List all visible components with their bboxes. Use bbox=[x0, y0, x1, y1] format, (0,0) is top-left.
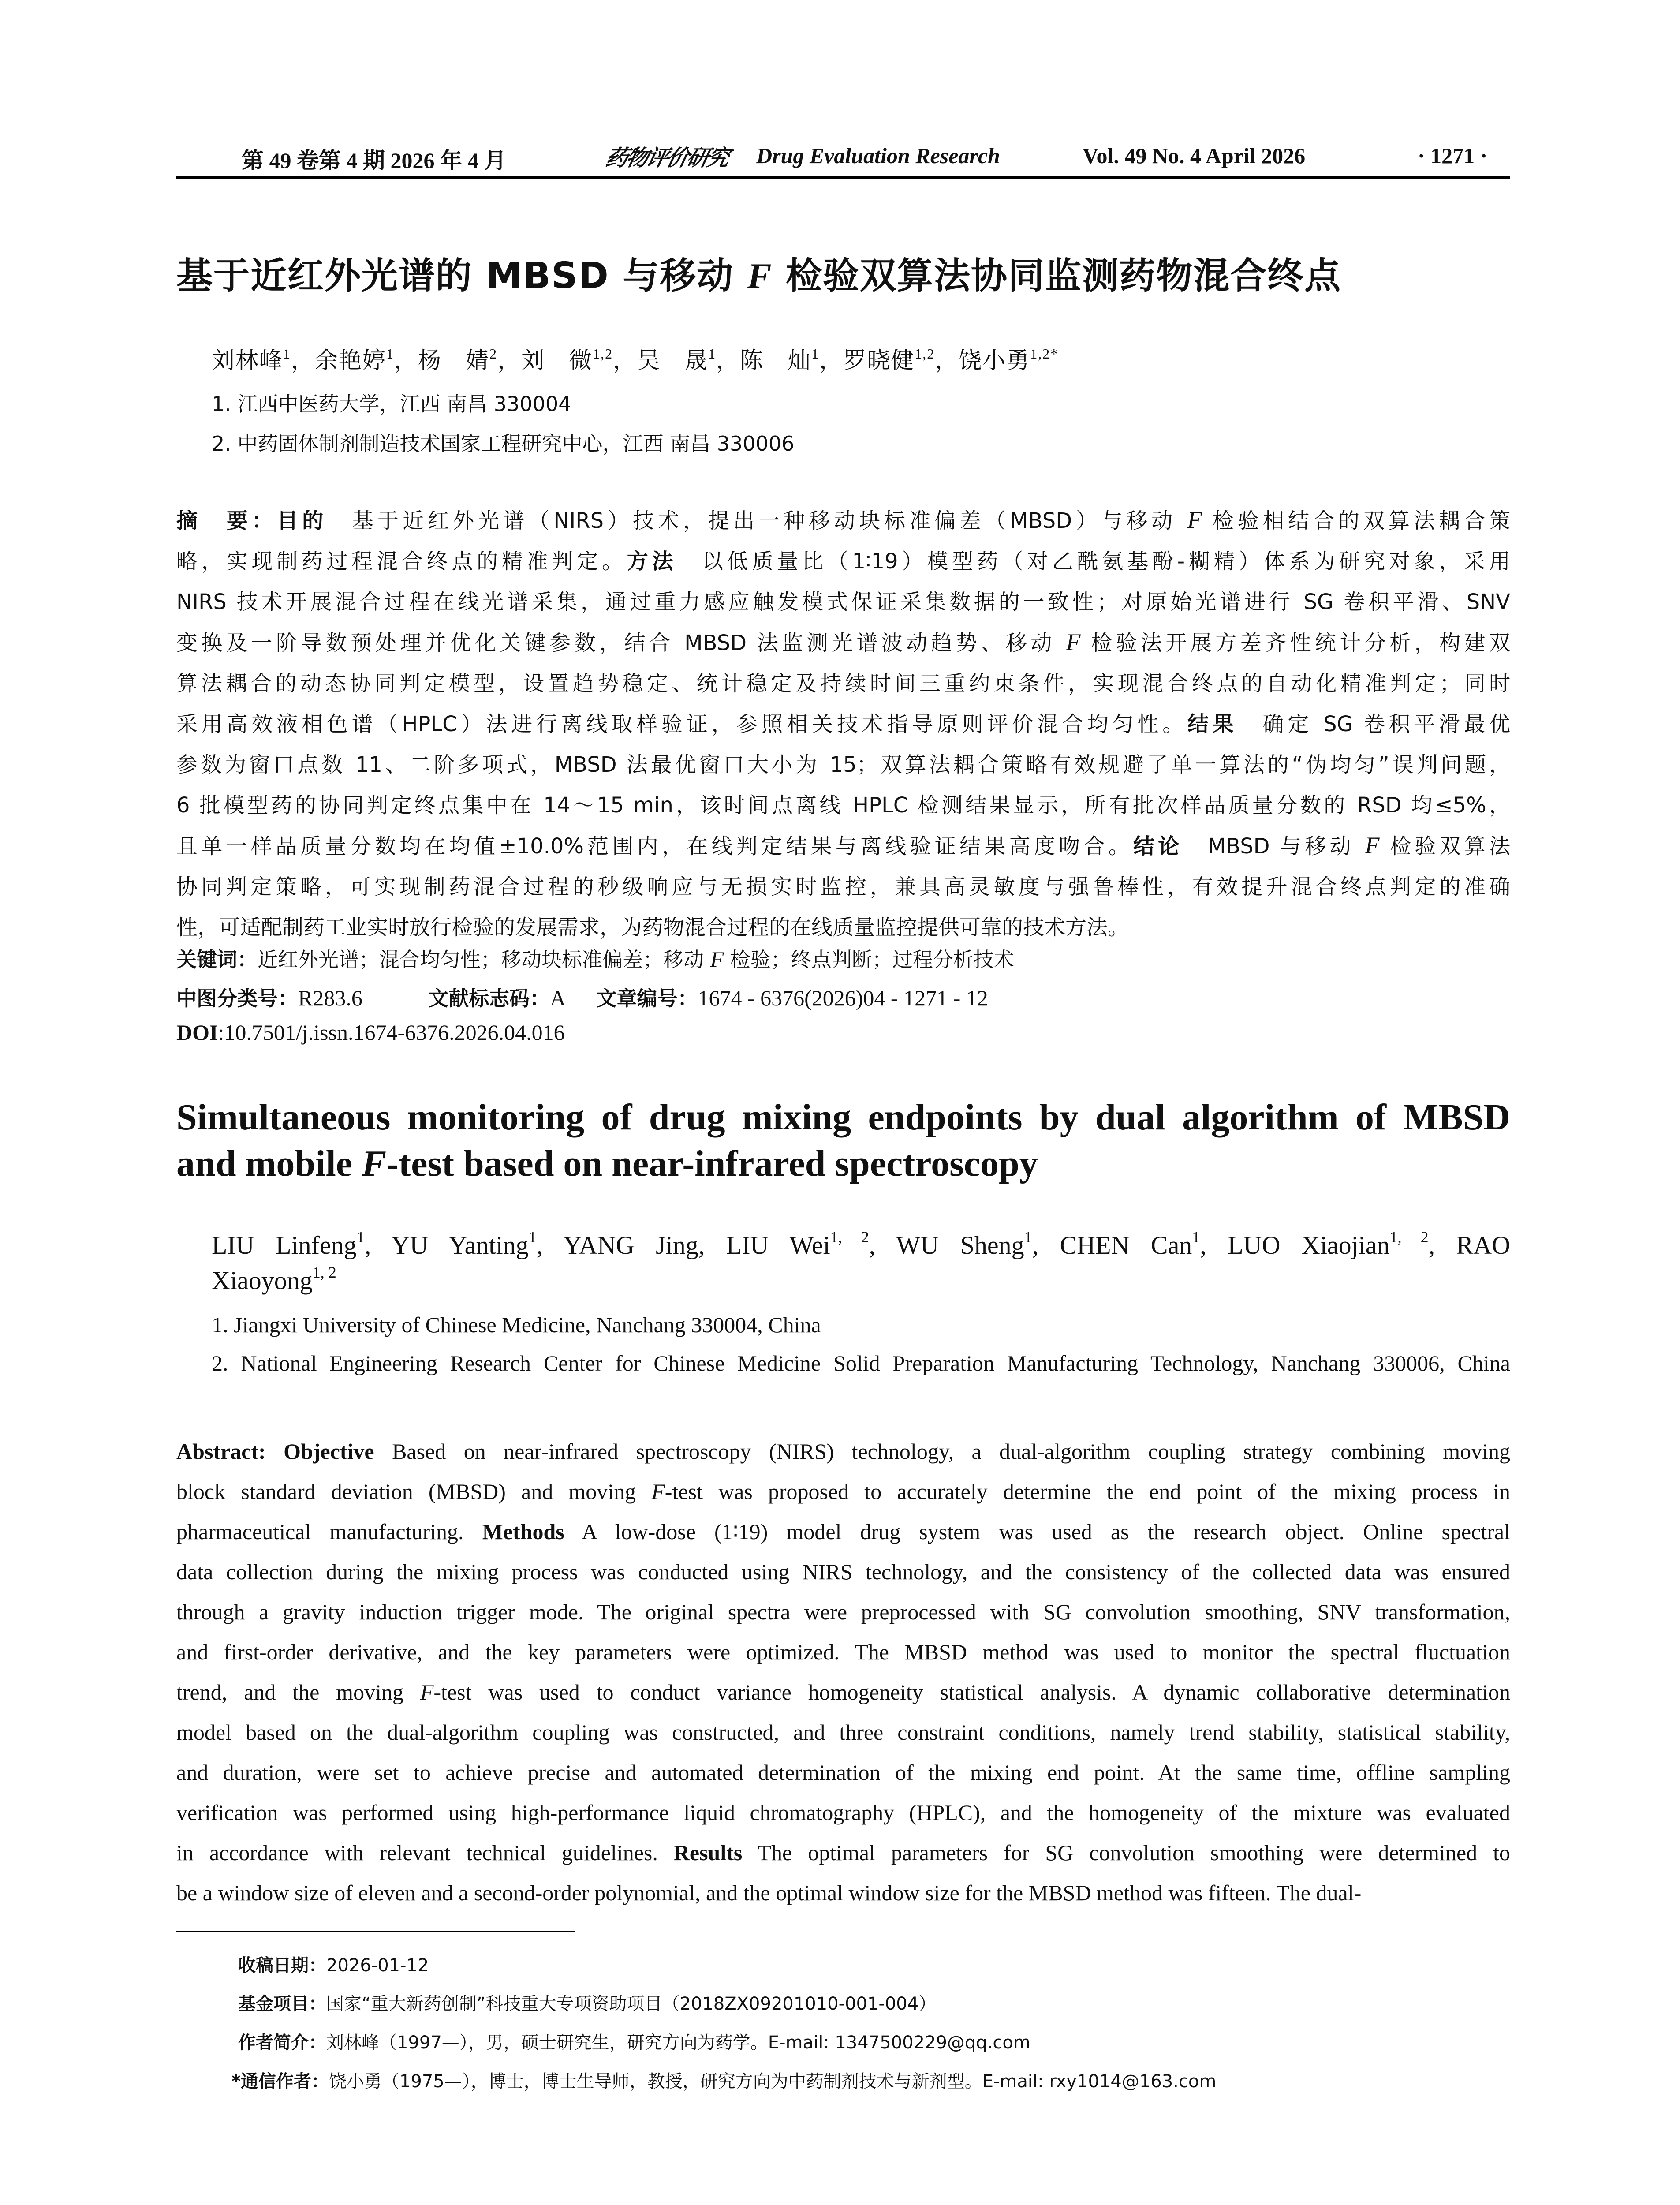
abstract-line bbox=[176, 1800, 1510, 1825]
separator: , bbox=[364, 1231, 392, 1259]
abstract-section-label: 结论 bbox=[1133, 833, 1183, 859]
doi-value[interactable]: :10.7501/j.issn.1674-6376.2026.04.016 bbox=[218, 1020, 565, 1045]
author-name-cn: 罗晓健 bbox=[843, 348, 915, 374]
title-cn-part1: 基于近红外光谱的 MBSD 与移动 bbox=[176, 255, 747, 297]
footnote bbox=[238, 1990, 936, 2015]
clc-label: 中图分类号： bbox=[176, 987, 298, 1010]
title-en-line: Simultaneous monitoring of drug mixing endpoints by dual algorithm of MBSD bbox=[176, 1097, 1510, 1138]
footnote bbox=[238, 1951, 429, 1977]
title-en-part: and mobile bbox=[176, 1143, 362, 1184]
author-affiliation-mark: 1,2 bbox=[593, 346, 613, 362]
article-no-label: 文章编号： bbox=[596, 987, 698, 1010]
author-name-en: Xiaoyong bbox=[212, 1266, 313, 1295]
title-en-italic: F bbox=[362, 1143, 387, 1184]
separator: ， bbox=[716, 348, 740, 374]
keywords-text: 检验；终点判断；过程分析技术 bbox=[724, 948, 1014, 972]
abstract-section-label: 方法 bbox=[627, 549, 677, 574]
abstract-text: 检验双算法 bbox=[1379, 833, 1510, 859]
abstract-line bbox=[176, 829, 1510, 860]
footnote-label: *通信作者： bbox=[231, 2071, 329, 2092]
italic-symbol: F bbox=[651, 1479, 665, 1504]
author-name-cn: 杨 婧 bbox=[418, 348, 490, 374]
abstract-text: 确定 SG 卷积平滑最优 bbox=[1237, 712, 1510, 736]
authors-en bbox=[212, 1230, 1510, 1260]
abstract-line bbox=[176, 1840, 1510, 1865]
abstract-text: MBSD 与移动 bbox=[1183, 833, 1365, 859]
separator: , bbox=[869, 1231, 896, 1259]
author-name-en: RAO bbox=[1456, 1231, 1511, 1259]
footnote-text: 2026-01-12 bbox=[326, 1955, 429, 1976]
abstract-text: 变换及一阶导数预处理并优化关键参数，结合 MBSD 法监测光谱波动趋势、移动 bbox=[176, 630, 1066, 655]
author-name-en: WU Sheng bbox=[896, 1231, 1024, 1259]
separator: ， bbox=[935, 348, 959, 374]
affiliation-cn: 1. 江西中医药大学，江西 南昌 330004 bbox=[212, 392, 571, 416]
running-header bbox=[176, 140, 1510, 176]
title-en-line bbox=[176, 1142, 1038, 1185]
abstract-line bbox=[176, 666, 1510, 697]
abstract-line bbox=[176, 747, 1510, 778]
separator: ， bbox=[819, 348, 844, 374]
abstract-section-label: 摘 要：目的 bbox=[176, 508, 328, 533]
abstract-line bbox=[176, 870, 1510, 900]
abstract-line bbox=[176, 504, 1510, 534]
author-name-cn: 饶小勇 bbox=[959, 348, 1030, 374]
footnote-label: 收稿日期： bbox=[238, 1955, 326, 1976]
abstract-text: 6 批模型药的协同判定终点集中在 14～15 min，该时间点离线 HPLC 检测结果显示，所有批次样品质量分数的 RSD 均≤5%， bbox=[176, 793, 1510, 818]
author-affiliation-mark: 1 bbox=[528, 1228, 537, 1246]
abstract-text: verification was performed using high-performance liquid chromatography (HPLC), and the homogeneity of the mixture was evaluated bbox=[176, 1800, 1510, 1825]
doc-code-label: 文献标志码： bbox=[428, 987, 550, 1010]
author-affiliation-mark: 1 bbox=[283, 346, 291, 362]
author-name-cn: 刘林峰 bbox=[212, 348, 284, 374]
abstract-text: in accordance with relevant technical guidelines. bbox=[176, 1840, 674, 1865]
author-affiliation-mark: 1 bbox=[1192, 1228, 1200, 1246]
author-name-en: LUO Xiaojian bbox=[1228, 1231, 1390, 1259]
journal-name-en: Drug Evaluation Research bbox=[756, 143, 1000, 168]
author-affiliation-mark: 1,2 bbox=[915, 346, 935, 362]
footnote-label: 基金项目： bbox=[238, 1994, 326, 2014]
abstract-text: 算法耦合的动态协同判定模型，设置趋势稳定、统计稳定及持续时间三重约束条件，实现混合终点的自动化精准判定；同时 bbox=[176, 671, 1510, 696]
footnote-text: 刘林峰（1997—），男，硕士研究生，研究方向为药学。E-mail: 1347500229@qq.com bbox=[326, 2033, 1030, 2053]
author-affiliation-mark: 1, 2 bbox=[1389, 1228, 1429, 1246]
abstract-line bbox=[176, 1639, 1510, 1665]
separator: , bbox=[1200, 1231, 1228, 1259]
separator: ， bbox=[497, 348, 522, 374]
abstract-text: trend, and the moving bbox=[176, 1680, 420, 1704]
abstract-text: NIRS 技术开展混合过程在线光谱采集，通过重力感应触发模式保证采集数据的一致性；对原始光谱进行 SG 卷积平滑、SNV bbox=[176, 590, 1510, 615]
italic-symbol: F bbox=[1187, 507, 1202, 533]
author-affiliation-mark: 1 bbox=[386, 346, 395, 362]
keywords-cn bbox=[176, 944, 1014, 973]
italic-symbol: F bbox=[420, 1680, 434, 1704]
abstract-text: 检验相结合的双算法耦合策 bbox=[1202, 508, 1510, 533]
author-name-en: CHEN Can bbox=[1060, 1231, 1192, 1259]
italic-symbol: F bbox=[1066, 628, 1081, 655]
abstract-line bbox=[176, 910, 1510, 941]
abstract-line bbox=[176, 1880, 1510, 1906]
page-number: · 1271 · bbox=[1418, 143, 1488, 168]
doi[interactable] bbox=[176, 1020, 565, 1045]
abstract-line bbox=[176, 1479, 1510, 1504]
abstract-line bbox=[176, 1679, 1510, 1705]
abstract-line bbox=[176, 1439, 1510, 1464]
title-cn-part2: 检验双算法协同监测药物混合终点 bbox=[772, 255, 1342, 297]
abstract-text: 以低质量比（1∶19）模型药（对乙酰氨基酚-糊精）体系为研究对象，采用 bbox=[677, 549, 1510, 574]
abstract-line bbox=[176, 585, 1510, 615]
abstract-text: 性，可适配制药工业实时放行检验的发展需求，为药物混合过程的在线质量监控提供可靠的技术方法。 bbox=[176, 915, 1129, 940]
keywords-text: 近红外光谱；混合均匀性；移动块标准偏差；移动 bbox=[258, 948, 710, 972]
footnote-rule bbox=[176, 1931, 575, 1932]
abstract-line bbox=[176, 1559, 1510, 1585]
affiliation-en: 1. Jiangxi University of Chinese Medicine, Nanchang 330004, China bbox=[212, 1312, 821, 1337]
title-en-part: -test based on near-infrared spectroscopy bbox=[386, 1143, 1038, 1184]
abstract-text: 协同判定策略，可实现制药混合过程的秒级响应与无损实时监控，兼具高灵敏度与强鲁棒性，有效提升混合终点判定的准确 bbox=[176, 874, 1510, 899]
author-name-en: YU Yanting bbox=[391, 1231, 529, 1259]
footnote-text: 饶小勇（1975—），博士，博士生导师，教授，研究方向为中药制剂技术与新剂型。E-mail: rxy1014@163.com bbox=[329, 2071, 1217, 2092]
abstract-line bbox=[176, 1719, 1510, 1745]
author-name-en: LIU Wei bbox=[726, 1231, 830, 1259]
authors-cn bbox=[212, 342, 1058, 375]
italic-symbol: F bbox=[1365, 832, 1380, 859]
author-affiliation-mark: 1 bbox=[1024, 1228, 1032, 1246]
doi-label: DOI bbox=[176, 1020, 218, 1045]
abstract-text: data collection during the mixing process was conducted using NIRS technology, and the consistency of the collected data was ensured bbox=[176, 1559, 1510, 1584]
abstract-text: 检验法开展方差齐性统计分析，构建双 bbox=[1080, 630, 1510, 655]
author-name-en: YANG Jing bbox=[563, 1231, 698, 1259]
abstract-text: 采用高效液相色谱（HPLC）法进行离线取样验证，参照相关技术指导原则评价混合均匀性。 bbox=[176, 712, 1188, 736]
abstract-text: 略，实现制药过程混合终点的精准判定。 bbox=[176, 549, 627, 574]
separator: ， bbox=[394, 348, 418, 374]
abstract-text: -test was proposed to accurately determine the end point of the mixing process in bbox=[665, 1479, 1510, 1504]
abstract-line bbox=[176, 626, 1510, 656]
abstract-text: be a window size of eleven and a second-order polynomial, and the optimal window size for the MBSD method was fifteen. The dual- bbox=[176, 1880, 1362, 1905]
author-name-cn: 刘 微 bbox=[521, 348, 593, 374]
separator: ， bbox=[291, 348, 315, 374]
abstract-section-label: Results bbox=[673, 1840, 743, 1865]
abstract-text: -test was used to conduct variance homogeneity statistical analysis. A dynamic collaborative determination bbox=[433, 1680, 1511, 1704]
journal-logo: 药物评价研究 bbox=[603, 145, 731, 171]
separator: ， bbox=[613, 348, 637, 374]
issue-info-en: Vol. 49 No. 4 April 2026 bbox=[1083, 143, 1306, 168]
title-cn-italic: F bbox=[747, 256, 773, 296]
author-name-en: LIU Linfeng bbox=[212, 1231, 357, 1259]
classification-line bbox=[176, 983, 988, 1012]
footnote-text: 国家“重大新药创制”科技重大专项资助项目（2018ZX09201010-001-004） bbox=[326, 1994, 937, 2014]
author-affiliation-mark: 1 bbox=[356, 1228, 365, 1246]
abstract-text: A low-dose (1∶19) model drug system was used as the research object. Online spectral bbox=[564, 1519, 1510, 1544]
abstract-text: 参数为窗口点数 11、二阶多项式，MBSD 法最优窗口大小为 15；双算法耦合策略有效规避了单一算法的“伪均匀”误判问题， bbox=[176, 752, 1510, 777]
abstract-line bbox=[176, 1599, 1510, 1625]
abstract-text: pharmaceutical manufacturing. bbox=[176, 1519, 482, 1544]
abstract-line bbox=[176, 707, 1510, 737]
doc-code-value: A bbox=[550, 986, 566, 1010]
abstract-text: block standard deviation (MBSD) and moving bbox=[176, 1479, 652, 1504]
abstract-section-label: 结果 bbox=[1187, 712, 1238, 736]
abstract-section-label: Abstract: Objective bbox=[176, 1439, 374, 1464]
keywords-italic: F bbox=[710, 947, 724, 972]
affiliation-cn: 2. 中药固体制剂制造技术国家工程研究中心，江西 南昌 330006 bbox=[212, 432, 795, 456]
abstract-text: 且单一样品质量分数均在均值±10.0%范围内，在线判定结果与离线验证结果高度吻合。 bbox=[176, 833, 1133, 859]
author-affiliation-mark: 2 bbox=[489, 346, 498, 362]
separator: , bbox=[1428, 1231, 1456, 1259]
abstract-line bbox=[176, 1519, 1510, 1544]
footnote-label: 作者简介： bbox=[238, 2033, 326, 2053]
author-affiliation-mark: 1,2* bbox=[1030, 346, 1059, 362]
abstract-text: and first-order derivative, and the key parameters were optimized. The MBSD method was used to monitor the spectral fluctuation bbox=[176, 1640, 1510, 1664]
abstract-text: through a gravity induction trigger mode. The original spectra were preprocessed with SG convolution smoothing, SNV transformation, bbox=[176, 1600, 1510, 1624]
abstract-text: and duration, were set to achieve precise and automated determination of the mixing end point. At the same time, offline sampling bbox=[176, 1760, 1510, 1785]
author-name-cn: 吴 晟 bbox=[637, 348, 709, 374]
author-name-cn: 余艳婷 bbox=[315, 348, 387, 374]
author-affiliation-mark: 1, 2 bbox=[830, 1228, 869, 1246]
keywords-label: 关键词： bbox=[176, 948, 258, 972]
affiliation-en: 2. National Engineering Research Center for Chinese Medicine Solid Preparation Manufacturing Technology, Nanchang 330006, China bbox=[212, 1351, 1510, 1375]
footnote bbox=[238, 2029, 1030, 2054]
author-affiliation-mark: 1 bbox=[811, 346, 820, 362]
header-rule bbox=[176, 176, 1510, 179]
issue-info-cn: 第 49 卷第 4 期 2026 年 4 月 bbox=[242, 148, 506, 173]
separator: , bbox=[1032, 1231, 1060, 1259]
abstract-line bbox=[176, 1760, 1510, 1785]
article-no-value: 1674 - 6376(2026)04 - 1271 - 12 bbox=[698, 986, 988, 1010]
abstract-text: 基于近红外光谱（NIRS）技术，提出一种移动块标准偏差（MBSD）与移动 bbox=[327, 508, 1187, 533]
abstract-line bbox=[176, 788, 1510, 818]
separator: , bbox=[536, 1231, 564, 1259]
author-affiliation-mark: 1, 2 bbox=[312, 1263, 336, 1281]
abstract-text: The optimal parameters for SG convolution smoothing were determined to bbox=[742, 1840, 1510, 1865]
abstract-section-label: Methods bbox=[482, 1519, 564, 1544]
authors-en bbox=[212, 1263, 336, 1295]
abstract-text: Based on near-infrared spectroscopy (NIRS) technology, a dual-algorithm coupling strategy combining moving bbox=[374, 1439, 1510, 1464]
title-cn bbox=[176, 247, 1341, 299]
author-name-cn: 陈 灿 bbox=[740, 348, 812, 374]
clc-value: R283.6 bbox=[298, 986, 362, 1010]
separator: , bbox=[698, 1231, 726, 1259]
abstract-line bbox=[176, 544, 1510, 575]
abstract-text: model based on the dual-algorithm coupling was constructed, and three constraint conditions, namely trend stability, statistical stability, bbox=[176, 1720, 1510, 1745]
author-affiliation-mark: 1 bbox=[708, 346, 717, 362]
footnote bbox=[231, 2067, 1216, 2093]
